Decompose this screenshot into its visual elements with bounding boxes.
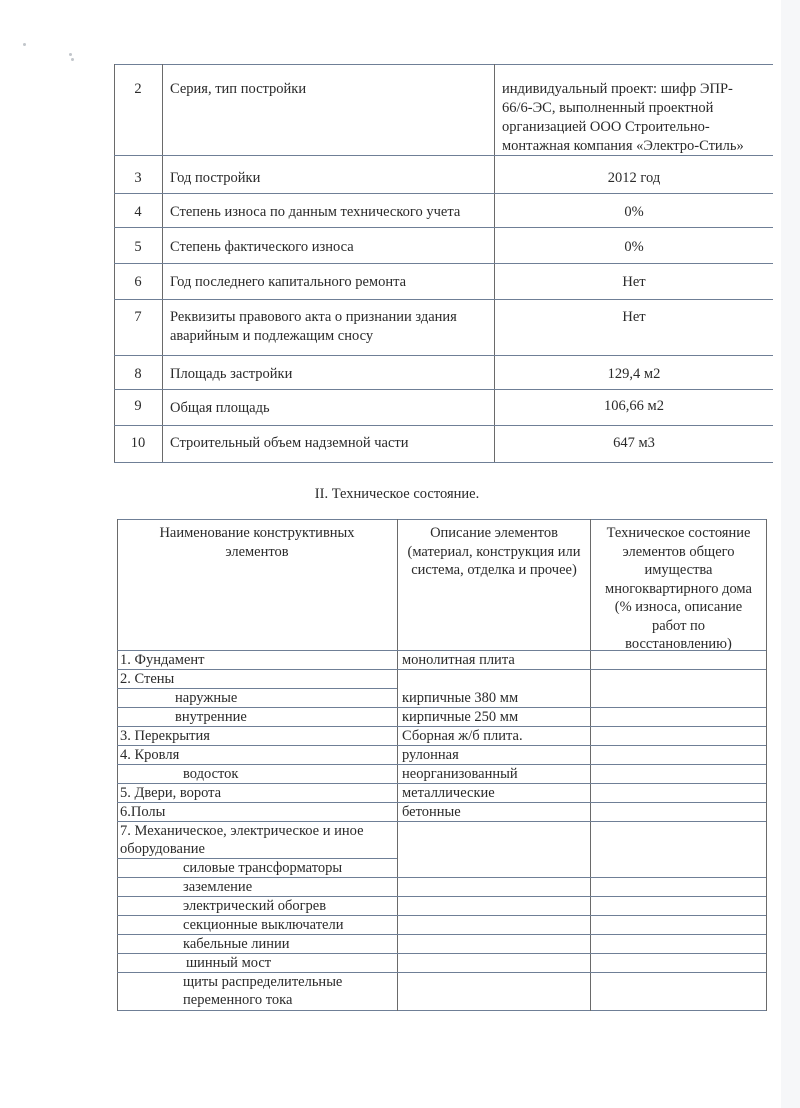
header-col-element bbox=[117, 524, 397, 561]
header-line: имущества bbox=[644, 562, 713, 578]
element-line: оборудование bbox=[120, 841, 205, 857]
element-cell: заземление bbox=[183, 879, 253, 895]
value-line: монтажная компания «Электро-Стиль» bbox=[502, 138, 744, 154]
row-label: Год последнего капитального ремонта bbox=[170, 274, 407, 290]
row-line bbox=[117, 669, 766, 670]
table-border-right bbox=[766, 519, 767, 1011]
element-line: 7. Механическое, электрическое и иное bbox=[120, 823, 364, 839]
row-value: 0% bbox=[624, 204, 644, 220]
description-cell: монолитная плита bbox=[402, 652, 515, 668]
row-value: 129,4 м2 bbox=[607, 366, 661, 382]
scan-edge-shade bbox=[781, 0, 800, 1108]
row-value bbox=[502, 80, 777, 156]
element-cell: кабельные линии bbox=[183, 936, 290, 952]
scan-speck bbox=[69, 53, 72, 56]
table-row bbox=[114, 355, 773, 390]
element-cell bbox=[120, 822, 364, 858]
row-value: Нет bbox=[622, 274, 646, 290]
label-line: аварийным и подлежащим сносу bbox=[170, 328, 374, 344]
element-cell: 5. Двери, ворота bbox=[120, 785, 222, 801]
header-line: восстановлению) bbox=[625, 636, 732, 652]
header-line: многоквартирного дома bbox=[605, 580, 752, 597]
row-label: Площадь застройки bbox=[170, 366, 293, 382]
header-line: Описание элементов bbox=[430, 525, 558, 541]
value-line: организацией ООО Строительно- bbox=[502, 119, 710, 135]
header-line: Наименование конструктивных bbox=[159, 525, 355, 541]
section-title bbox=[0, 486, 800, 503]
row-value: Нет bbox=[622, 309, 646, 325]
row-label: Степень фактического износа bbox=[170, 239, 354, 255]
row-label: Серия, тип постройки bbox=[170, 81, 307, 97]
table-row bbox=[114, 64, 773, 156]
description-cell: кирпичные 250 мм bbox=[402, 709, 519, 725]
element-line: переменного тока bbox=[183, 992, 293, 1008]
element-cell: 3. Перекрытия bbox=[120, 728, 210, 744]
row-number: 2 bbox=[134, 81, 142, 97]
section-title-text: II. Техническое состояние. bbox=[314, 486, 480, 502]
element-cell: 6.Полы bbox=[120, 804, 166, 820]
header-line: (% износа, описание bbox=[614, 599, 743, 615]
row-number: 8 bbox=[134, 366, 142, 382]
scan-speck bbox=[23, 43, 26, 46]
row-number: 3 bbox=[134, 170, 142, 186]
row-label bbox=[170, 308, 490, 346]
row-label: Степень износа по данным технического учета bbox=[170, 204, 461, 220]
element-cell: 2. Стены bbox=[120, 671, 175, 687]
table-row bbox=[114, 193, 773, 228]
table-border-top bbox=[117, 519, 766, 520]
element-cell: секционные выключатели bbox=[183, 917, 344, 933]
row-label: Строительный объем надземной части bbox=[170, 435, 409, 451]
table-row bbox=[114, 155, 773, 194]
row-value: 0% bbox=[624, 239, 644, 255]
table-row bbox=[114, 227, 773, 264]
column-divider bbox=[397, 519, 398, 1011]
element-cell: 4. Кровля bbox=[120, 747, 180, 763]
header-line: (материал, конструкция или bbox=[407, 543, 581, 560]
element-cell: электрический обогрев bbox=[183, 898, 327, 914]
scan-speck bbox=[71, 58, 74, 61]
header-line: работ по bbox=[651, 617, 706, 634]
row-label: Год постройки bbox=[170, 170, 261, 186]
table-row bbox=[114, 263, 773, 300]
row-number: 6 bbox=[134, 274, 142, 290]
element-cell: внутренние bbox=[175, 709, 247, 725]
description-cell: кирпичные 380 мм bbox=[402, 690, 519, 706]
header-line: Техническое состояние bbox=[606, 525, 751, 541]
row-number: 10 bbox=[130, 435, 146, 451]
row-number: 9 bbox=[134, 398, 142, 414]
row-value: 647 м3 bbox=[613, 435, 655, 451]
description-cell: Сборная ж/б плита. bbox=[402, 728, 523, 744]
header-line: система, отделка и прочее) bbox=[411, 562, 577, 578]
row-value: 106,66 м2 bbox=[604, 398, 664, 414]
element-cell: шинный мост bbox=[186, 955, 272, 971]
row-value: 2012 год bbox=[607, 170, 661, 186]
element-cell: водосток bbox=[183, 766, 239, 782]
row-number: 7 bbox=[134, 309, 142, 325]
element-cell: наружные bbox=[175, 690, 238, 706]
value-line: 66/6-ЭС, выполненный проектной bbox=[502, 100, 714, 116]
description-cell: бетонные bbox=[402, 804, 461, 820]
table-row bbox=[114, 425, 773, 463]
table-row bbox=[114, 389, 773, 426]
table-border-left bbox=[117, 519, 118, 1011]
element-cell: 1. Фундамент bbox=[120, 652, 205, 668]
technical-condition-table bbox=[117, 519, 767, 1011]
element-line: щиты распределительные bbox=[183, 974, 343, 990]
row-number: 4 bbox=[134, 204, 142, 220]
description-cell: металлические bbox=[402, 785, 495, 801]
header-line: элементов bbox=[225, 543, 289, 560]
label-line: Реквизиты правового акта о признании здания bbox=[170, 309, 457, 325]
value-line: индивидуальный проект: шифр ЭПР- bbox=[502, 81, 733, 97]
table-row bbox=[114, 299, 773, 356]
row-number: 5 bbox=[134, 239, 142, 255]
header-col-description bbox=[398, 524, 590, 580]
element-cell: силовые трансформаторы bbox=[183, 860, 343, 876]
header-line: элементов общего bbox=[622, 543, 735, 560]
header-col-condition bbox=[591, 524, 766, 654]
table-border-bottom bbox=[117, 1010, 766, 1011]
row-label: Общая площадь bbox=[170, 400, 270, 416]
description-cell: рулонная bbox=[402, 747, 459, 763]
description-cell: неорганизованный bbox=[402, 766, 518, 782]
row-line bbox=[117, 688, 397, 689]
element-cell bbox=[183, 973, 342, 1009]
